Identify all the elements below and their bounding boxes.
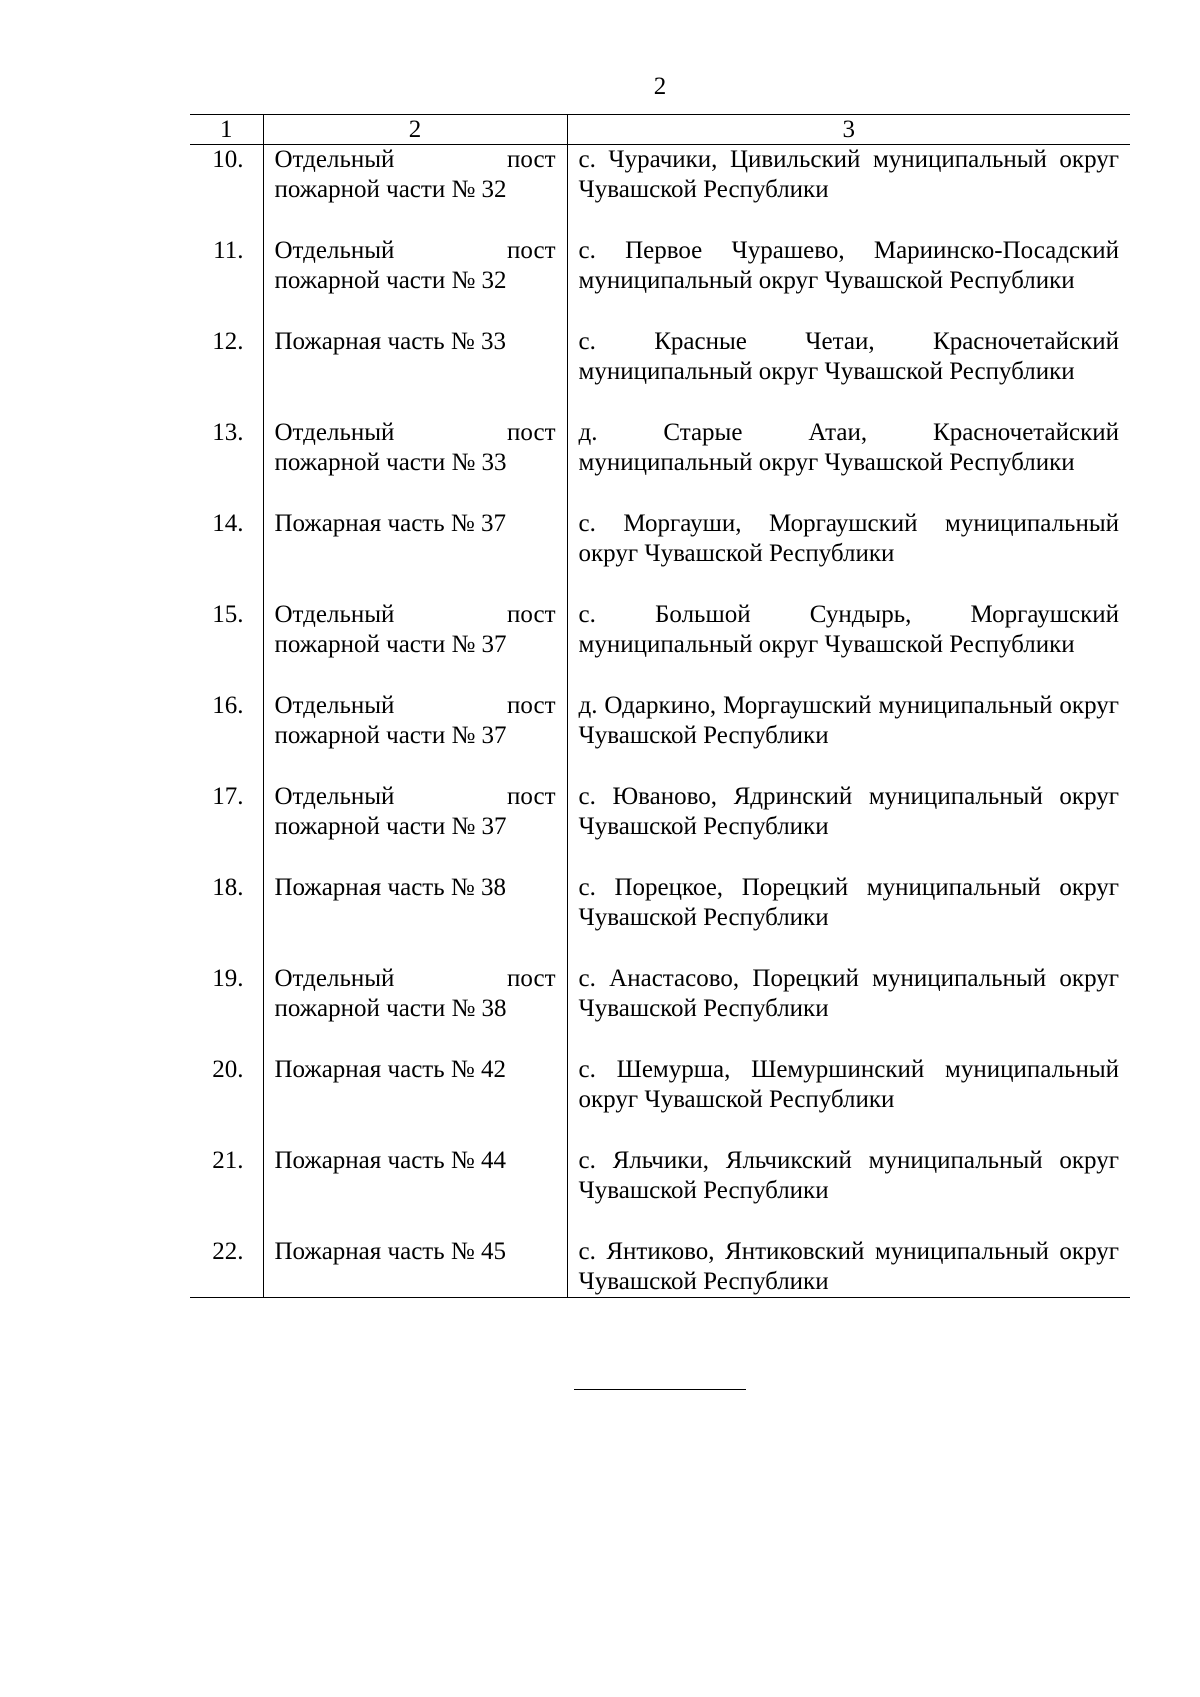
fire-unit-cell: Отдельный пост пожарной части № 38 [263, 964, 567, 1055]
fire-unit-cell: Пожарная часть № 38 [263, 873, 567, 964]
location-cell: д. Одаркино, Моргаушский муниципальный округ Чувашской Республики [567, 691, 1130, 782]
row-number: 17. [212, 783, 244, 810]
location-cell: с. Моргауши, Моргаушский муниципальный округ Чувашской Республики [567, 509, 1130, 600]
row-number: 16. [212, 692, 244, 719]
table-row [190, 1146, 1130, 1237]
row-number: 14. [212, 510, 244, 537]
fire-unit-cell: Отдельный пост пожарной части № 33 [263, 418, 567, 509]
table-row [190, 691, 1130, 782]
table-row [190, 236, 1130, 327]
row-number: 20. [212, 1056, 244, 1083]
row-number: 15. [212, 601, 244, 628]
fire-unit-cell: Отдельный пост пожарной части № 32 [263, 145, 567, 237]
fire-unit-cell: Отдельный пост пожарной части № 32 [263, 236, 567, 327]
location-cell: с. Анастасово, Порецкий муниципальный округ Чувашской Республики [567, 964, 1130, 1055]
location-cell: с. Первое Чурашево, Мариинско-Посадский муниципальный округ Чувашской Республики [567, 236, 1130, 327]
row-number: 21. [212, 1147, 244, 1174]
fire-unit-cell: Пожарная часть № 37 [263, 509, 567, 600]
location-cell: с. Порецкое, Порецкий муниципальный округ Чувашской Республики [567, 873, 1130, 964]
location-cell: д. Старые Атаи, Красночетайский муниципальный округ Чувашской Республики [567, 418, 1130, 509]
table-row [190, 964, 1130, 1055]
fire-units-table [190, 114, 1130, 1298]
fire-unit-cell: Пожарная часть № 45 [263, 1237, 567, 1298]
page-number: 2 [653, 73, 667, 100]
location-cell: с. Чурачики, Цивильский муниципальный округ Чувашской Республики [567, 145, 1130, 237]
row-number: 19. [212, 965, 244, 992]
location-cell: с. Янтиково, Янтиковский муниципальный округ Чувашской Республики [567, 1237, 1130, 1298]
location-cell: с. Юваново, Ядринский муниципальный округ Чувашской Республики [567, 782, 1130, 873]
table-row [190, 145, 1130, 237]
row-number: 22. [190, 1237, 263, 1298]
fire-unit-cell: Отдельный пост пожарной части № 37 [263, 782, 567, 873]
row-number: 10. [212, 146, 244, 173]
table-row [190, 509, 1130, 600]
row-number: 18. [212, 874, 244, 901]
table-row [190, 418, 1130, 509]
fire-unit-cell: Пожарная часть № 42 [263, 1055, 567, 1146]
fire-unit-cell: Пожарная часть № 44 [263, 1146, 567, 1237]
fire-unit-cell: Пожарная часть № 33 [263, 327, 567, 418]
column-header-2: 2 [263, 115, 567, 145]
table-header-row [190, 115, 1130, 145]
column-header-3: 3 [567, 115, 1130, 145]
fire-unit-cell: Отдельный пост пожарной части № 37 [263, 691, 567, 782]
fire-unit-cell: Отдельный пост пожарной части № 37 [263, 600, 567, 691]
row-number: 12. [212, 328, 244, 355]
table-row [190, 873, 1130, 964]
row-number: 11. [213, 237, 244, 264]
location-cell: с. Яльчики, Яльчикский муниципальный округ Чувашской Республики [567, 1146, 1130, 1237]
table-row [190, 1055, 1130, 1146]
column-header-1: 1 [190, 115, 263, 145]
location-cell: с. Шемурша, Шемуршинский муниципальный округ Чувашской Республики [567, 1055, 1130, 1146]
table-row [190, 327, 1130, 418]
row-number: 13. [212, 419, 244, 446]
table-row [190, 600, 1130, 691]
location-cell: с. Большой Сундырь, Моргаушский муниципальный округ Чувашской Республики [567, 600, 1130, 691]
table-row [190, 782, 1130, 873]
table-row [190, 1237, 1130, 1298]
location-cell: с. Красные Четаи, Красночетайский муниципальный округ Чувашской Республики [567, 327, 1130, 418]
end-of-document-rule [574, 1389, 746, 1390]
